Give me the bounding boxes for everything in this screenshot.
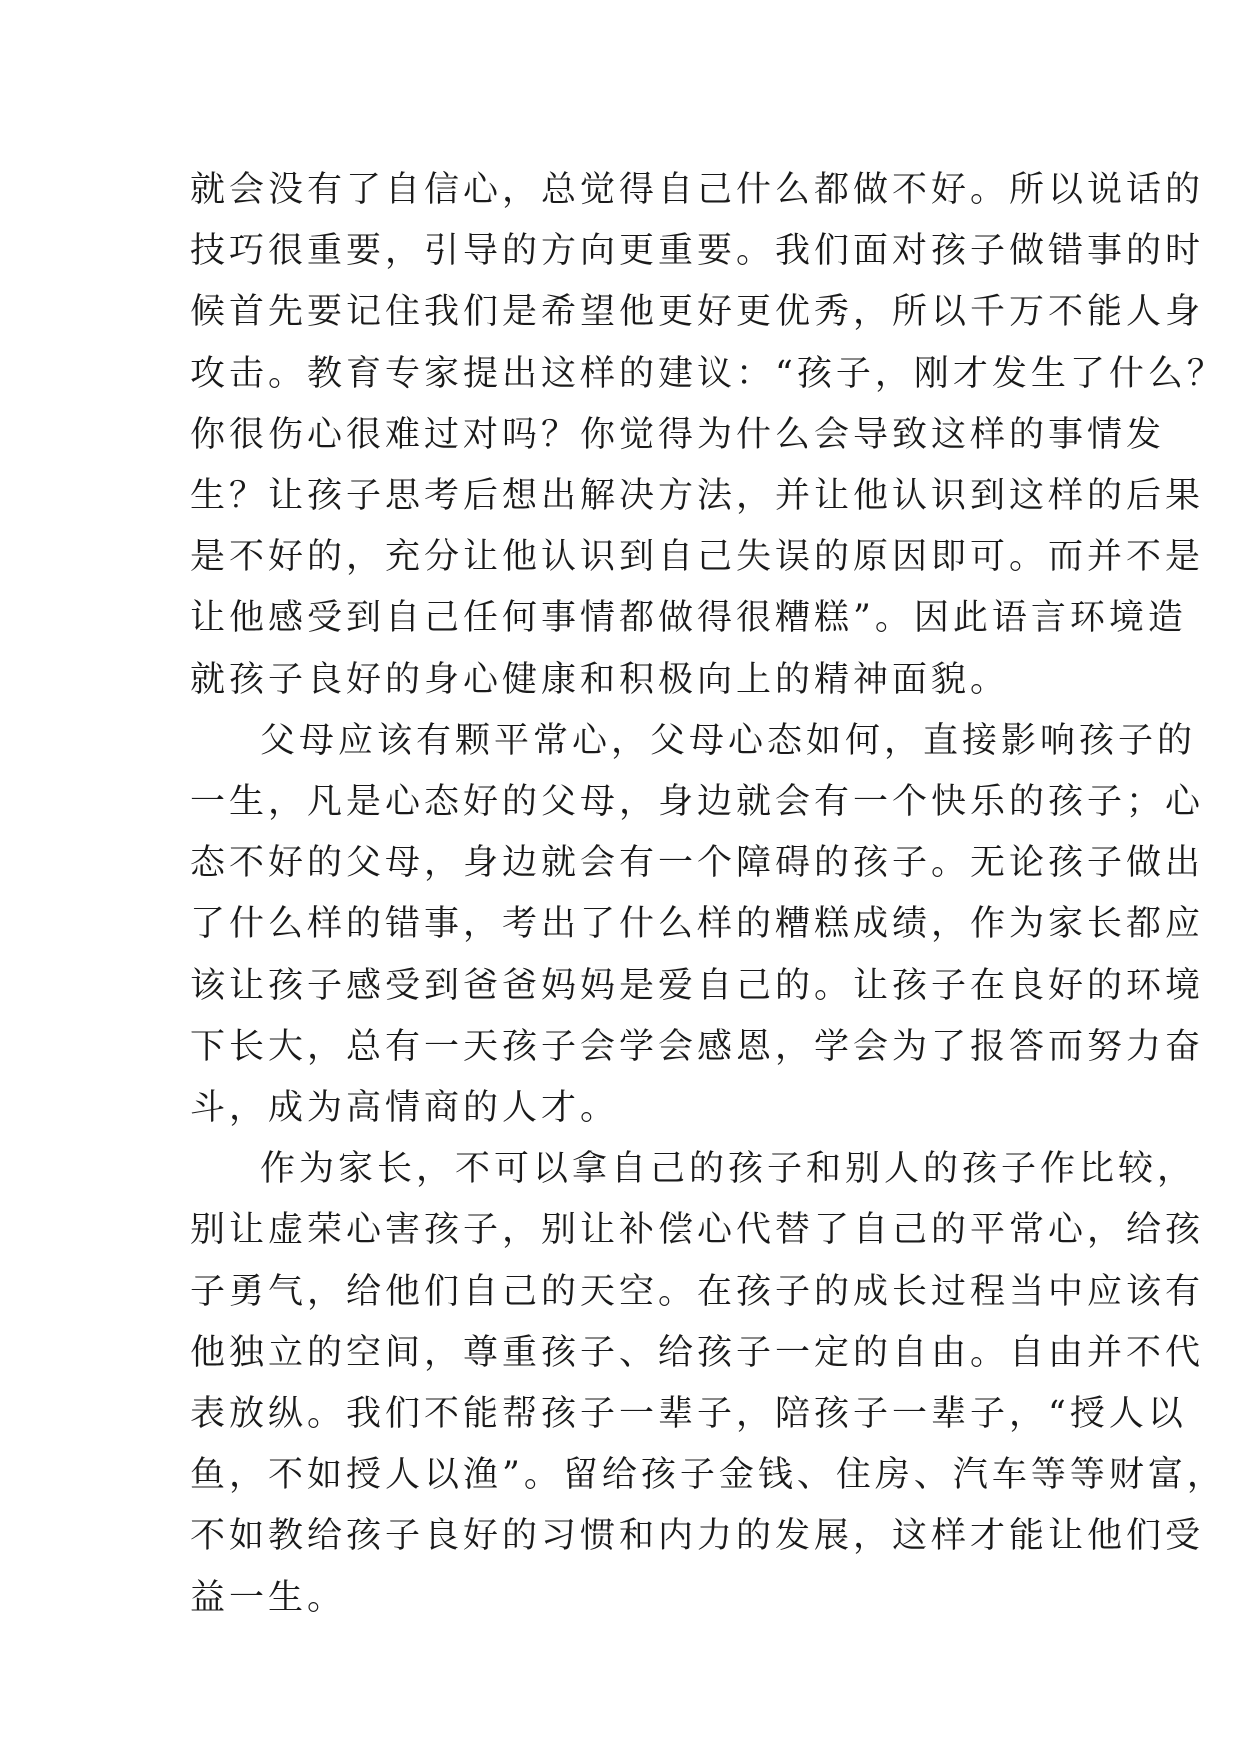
text-line: 鱼，不如授人以渔”。留给孩子金钱、住房、汽车等等财富， bbox=[190, 1455, 1226, 1496]
text-line: 就会没有了自信心，总觉得自己什么都做不好。所以说话的 bbox=[190, 170, 1205, 210]
text-line: 技巧很重要，引导的方向更重要。我们面对孩子做错事的时 bbox=[190, 231, 1205, 272]
text-line: 生？让孩子思考后想出解决方法，并让他认识到这样的后果 bbox=[190, 476, 1205, 517]
paragraph-3 bbox=[190, 1139, 1226, 1629]
text-line: 让他感受到自己任何事情都做得很糟糕”。因此语言环境造 bbox=[190, 598, 1187, 639]
text-line: 表放纵。我们不能帮孩子一辈子，陪孩子一辈子，“授人以 bbox=[190, 1394, 1187, 1435]
text-line: 父母应该有颗平常心，父母心态如何，直接影响孩子的 bbox=[260, 720, 1197, 761]
text-line: 是不好的，充分让他认识到自己失误的原因即可。而并不是 bbox=[190, 537, 1205, 578]
text-line: 斗，成为高情商的人才。 bbox=[190, 1088, 620, 1129]
paragraph-2 bbox=[190, 711, 1205, 1139]
text-line: 他独立的空间，尊重孩子、给孩子一定的自由。自由并不代 bbox=[190, 1332, 1205, 1373]
text-line: 候首先要记住我们是希望他更好更优秀，所以千万不能人身 bbox=[190, 292, 1205, 333]
text-line: 一生，凡是心态好的父母，身边就会有一个快乐的孩子；心 bbox=[190, 782, 1205, 823]
text-line: 下长大，总有一天孩子会学会感恩，学会为了报答而努力奋 bbox=[190, 1026, 1205, 1067]
document-body bbox=[190, 160, 1226, 1629]
text-line: 该让孩子感受到爸爸妈妈是爱自己的。让孩子在良好的环境 bbox=[190, 965, 1205, 1006]
text-line: 别让虚荣心害孩子，别让补偿心代替了自己的平常心，给孩 bbox=[190, 1210, 1205, 1251]
text-line: 你很伤心很难过对吗？你觉得为什么会导致这样的事情发 bbox=[190, 414, 1166, 455]
text-line: 子勇气，给他们自己的天空。在孩子的成长过程当中应该有 bbox=[190, 1271, 1205, 1312]
text-line: 态不好的父母，身边就会有一个障碍的孩子。无论孩子做出 bbox=[190, 843, 1205, 884]
paragraph-1 bbox=[190, 160, 1226, 711]
text-line: 就孩子良好的身心健康和积极向上的精神面貌。 bbox=[190, 659, 1010, 700]
text-line: 不如教给孩子良好的习惯和内力的发展，这样才能让他们受 bbox=[190, 1516, 1205, 1557]
text-line: 了什么样的错事，考出了什么样的糟糕成绩，作为家长都应 bbox=[190, 904, 1205, 945]
text-line: 攻击。教育专家提出这样的建议：“孩子，刚才发生了什么？ bbox=[190, 353, 1226, 394]
text-line: 益一生。 bbox=[190, 1577, 347, 1618]
text-line: 作为家长，不可以拿自己的孩子和别人的孩子作比较， bbox=[260, 1149, 1197, 1190]
